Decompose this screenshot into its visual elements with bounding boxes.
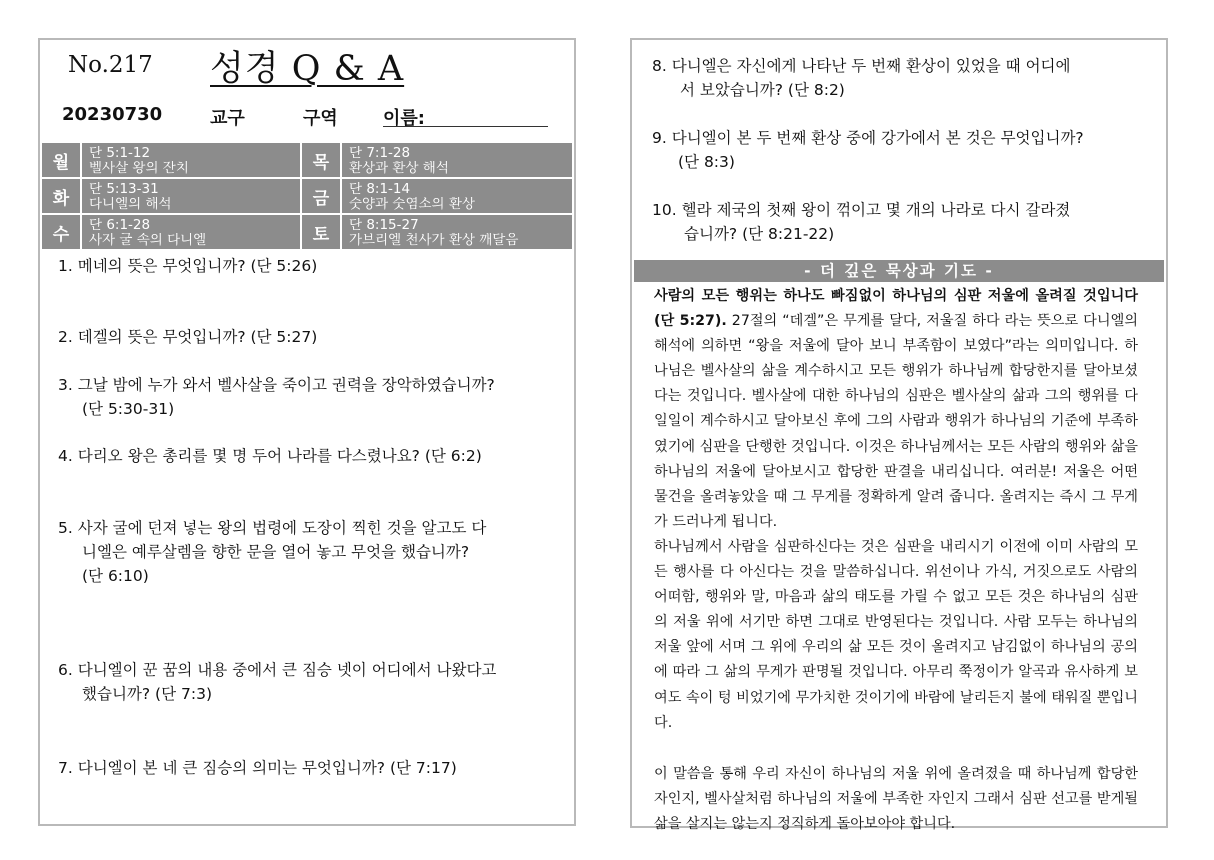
question-item <box>652 54 1071 102</box>
question-text: 데겔의 뜻은 무엇입니까? (단 5:27) <box>77 328 318 346</box>
question-text: 그날 밤에 누가 와서 벨사살을 죽이고 권력을 장악하였습니까? <box>77 376 495 394</box>
meditation-body: 27절의 “데겔”은 무게를 달다, 저울질 하다 라는 뜻으로 다니엘의 해석에 의하면 “왕을 저울에 달아 보니 부족함이 보였다”라는 의미입니다. 하나님은 벨사살의 삶을 계수하시고 모든 행위가 하나님께 합당한지를 달아보셨다는 것입니다. 벨사살에 대한 하나님의 심판은 벨사살의 삶과 그의 행위를 다 일일이 계수하시고 달아보신 후에 그의 사람과 행위가 하나님의 기준에 부족하였기에 심판을 단행한 것입니다. 이것은 하나님께서는 모든 사람의 행위와 삶을 하나님의 저울에 달아보시고 합당한 판결을 내리십니다. 여러분! 저울은 어떤 물건을 올려놓았을 때 그 무게를 정확하게 알려 줍니다. 올려지는 즉시 그 무게가 드러나게 됩니다. <box>654 313 1139 530</box>
question-text-cont: 했습니까? (단 7:3) <box>82 685 212 703</box>
meditation-lead: 사람의 모든 행위는 하나도 빠짐없이 하나님의 심판 저울에 올려질 것입니다 (단 5:27). <box>654 288 1138 330</box>
question-item <box>652 198 1070 246</box>
day-cell: 목 <box>301 142 341 178</box>
left-page <box>38 38 576 826</box>
reading-ref: 단 6:1-28 <box>89 218 151 233</box>
reading-schedule <box>40 141 574 251</box>
meditation-heading: - 더 깊은 묵상과 기도 - <box>634 260 1164 282</box>
reading-topic: 사자 굴 속의 다니엘 <box>89 233 207 248</box>
reading-cell <box>341 178 573 214</box>
reading-topic: 숫양과 숫염소의 환상 <box>349 197 475 212</box>
schedule-row <box>41 178 573 214</box>
reading-ref: 단 8:1-14 <box>349 182 411 197</box>
meditation-paragraph: 이 말씀을 통해 우리 자신이 하나님의 저울 위에 올려졌을 때 하나님께 합당한 자인지, 벨사살처럼 하나님의 저울에 부족한 자인지 그래서 심판 선고를 받게될 삶을 살지는 않는지 정직하게 돌아보아야 합니다. <box>654 765 1138 832</box>
question-number: 10. <box>652 201 677 219</box>
question-number: 1. <box>58 257 73 275</box>
reading-ref: 단 5:1-12 <box>89 146 151 161</box>
question-number: 2. <box>58 328 73 346</box>
question-item <box>58 444 482 468</box>
reading-cell <box>341 214 573 250</box>
question-item <box>58 325 317 349</box>
question-number: 6. <box>58 661 73 679</box>
meditation-text <box>654 284 1138 837</box>
question-text: 다니엘은 자신에게 나타난 두 번째 환상이 있었을 때 어디에 <box>671 57 1071 75</box>
day-cell: 화 <box>41 178 81 214</box>
question-number: 8. <box>652 57 667 75</box>
question-number: 3. <box>58 376 73 394</box>
day-cell: 금 <box>301 178 341 214</box>
day-cell: 월 <box>41 142 81 178</box>
question-text-cont: (단 8:3) <box>678 153 735 171</box>
question-number: 5. <box>58 519 73 537</box>
name-label: 이름: <box>383 108 425 129</box>
question-item <box>652 126 1084 174</box>
reading-cell <box>81 214 301 250</box>
name-underline <box>383 126 548 127</box>
schedule-row <box>41 214 573 250</box>
question-item <box>58 516 486 588</box>
question-number: 9. <box>652 129 667 147</box>
day-cell: 수 <box>41 214 81 250</box>
question-item <box>58 254 317 278</box>
question-item <box>58 658 496 706</box>
question-item <box>58 756 457 780</box>
reading-topic: 벨사살 왕의 잔치 <box>89 161 189 176</box>
question-text-cont: 서 보았습니까? (단 8:2) <box>680 81 845 99</box>
question-text-cont: (단 6:10) <box>82 567 149 585</box>
question-text-cont: (단 5:30-31) <box>82 400 175 418</box>
reading-topic: 다니엘의 해석 <box>89 197 172 212</box>
reading-cell <box>341 142 573 178</box>
question-text: 다니엘이 본 네 큰 짐승의 의미는 무엇입니까? (단 7:17) <box>77 759 457 777</box>
section-label: 구역 <box>303 108 338 129</box>
question-text: 다니엘이 본 두 번째 환상 중에 강가에서 본 것은 무엇입니까? <box>671 129 1084 147</box>
district-label: 교구 <box>210 108 245 129</box>
reading-topic: 가브리엘 천사가 환상 깨달음 <box>349 233 519 248</box>
question-text: 헬라 제국의 첫째 왕이 꺾이고 몇 개의 나라로 다시 갈라졌 <box>681 201 1071 219</box>
meditation-paragraph <box>654 284 1138 535</box>
reading-cell <box>81 142 301 178</box>
question-number: 7. <box>58 759 73 777</box>
question-text: 메네의 뜻은 무엇입니까? (단 5:26) <box>77 257 318 275</box>
question-number: 4. <box>58 447 73 465</box>
question-text: 사자 굴에 던져 넣는 왕의 법령에 도장이 찍힌 것을 알고도 다 <box>77 519 487 537</box>
day-cell: 토 <box>301 214 341 250</box>
right-page <box>630 38 1168 832</box>
meditation-paragraph: 하나님께서 사람을 심판하신다는 것은 심판을 내리시기 이전에 이미 사람의 모든 행사를 다 아신다는 것을 말씀하십니다. 위선이나 가식, 거짓으로도 사람의 어떠함, 행위와 말, 마음과 삶의 태도를 가릴 수 없고 모든 것은 하나님의 심판의 저울 위에 서기만 하면 그대로 반영된다는 것입니다. 사람 모두는 하나님의 저울 앞에 서며 그 위에 우리의 삶 모든 것이 올려지고 남김없이 하나님의 공의에 따라 그 삶의 무게가 판명될 것입니다. 아무리 쭉정이가 알곡과 유사하게 보여도 속이 텅 비었기에 무가치한 것이기에 바람에 날리든지 불에 태워질 뿐입니다. <box>654 538 1138 731</box>
question-text-cont: 니엘은 예루살렘을 향한 문을 열어 놓고 무엇을 했습니까? <box>82 543 470 561</box>
question-item <box>58 373 495 421</box>
question-text: 다니엘이 꾼 꿈의 내용 중에서 큰 짐승 넷이 어디에서 나왔다고 <box>77 661 497 679</box>
reading-cell <box>81 178 301 214</box>
issue-number: No.217 <box>68 52 153 78</box>
schedule-row <box>41 142 573 178</box>
page-title: 성경 Q & A <box>210 49 405 89</box>
question-text-cont: 습니까? (단 8:21-22) <box>684 225 835 243</box>
reading-ref: 단 7:1-28 <box>349 146 411 161</box>
date-label: 20230730 <box>62 104 163 125</box>
reading-ref: 단 8:15-27 <box>349 218 419 233</box>
question-text: 다리오 왕은 총리를 몇 명 두어 나라를 다스렸나요? (단 6:2) <box>77 447 482 465</box>
reading-ref: 단 5:13-31 <box>89 182 159 197</box>
reading-topic: 환상과 환상 해석 <box>349 161 449 176</box>
